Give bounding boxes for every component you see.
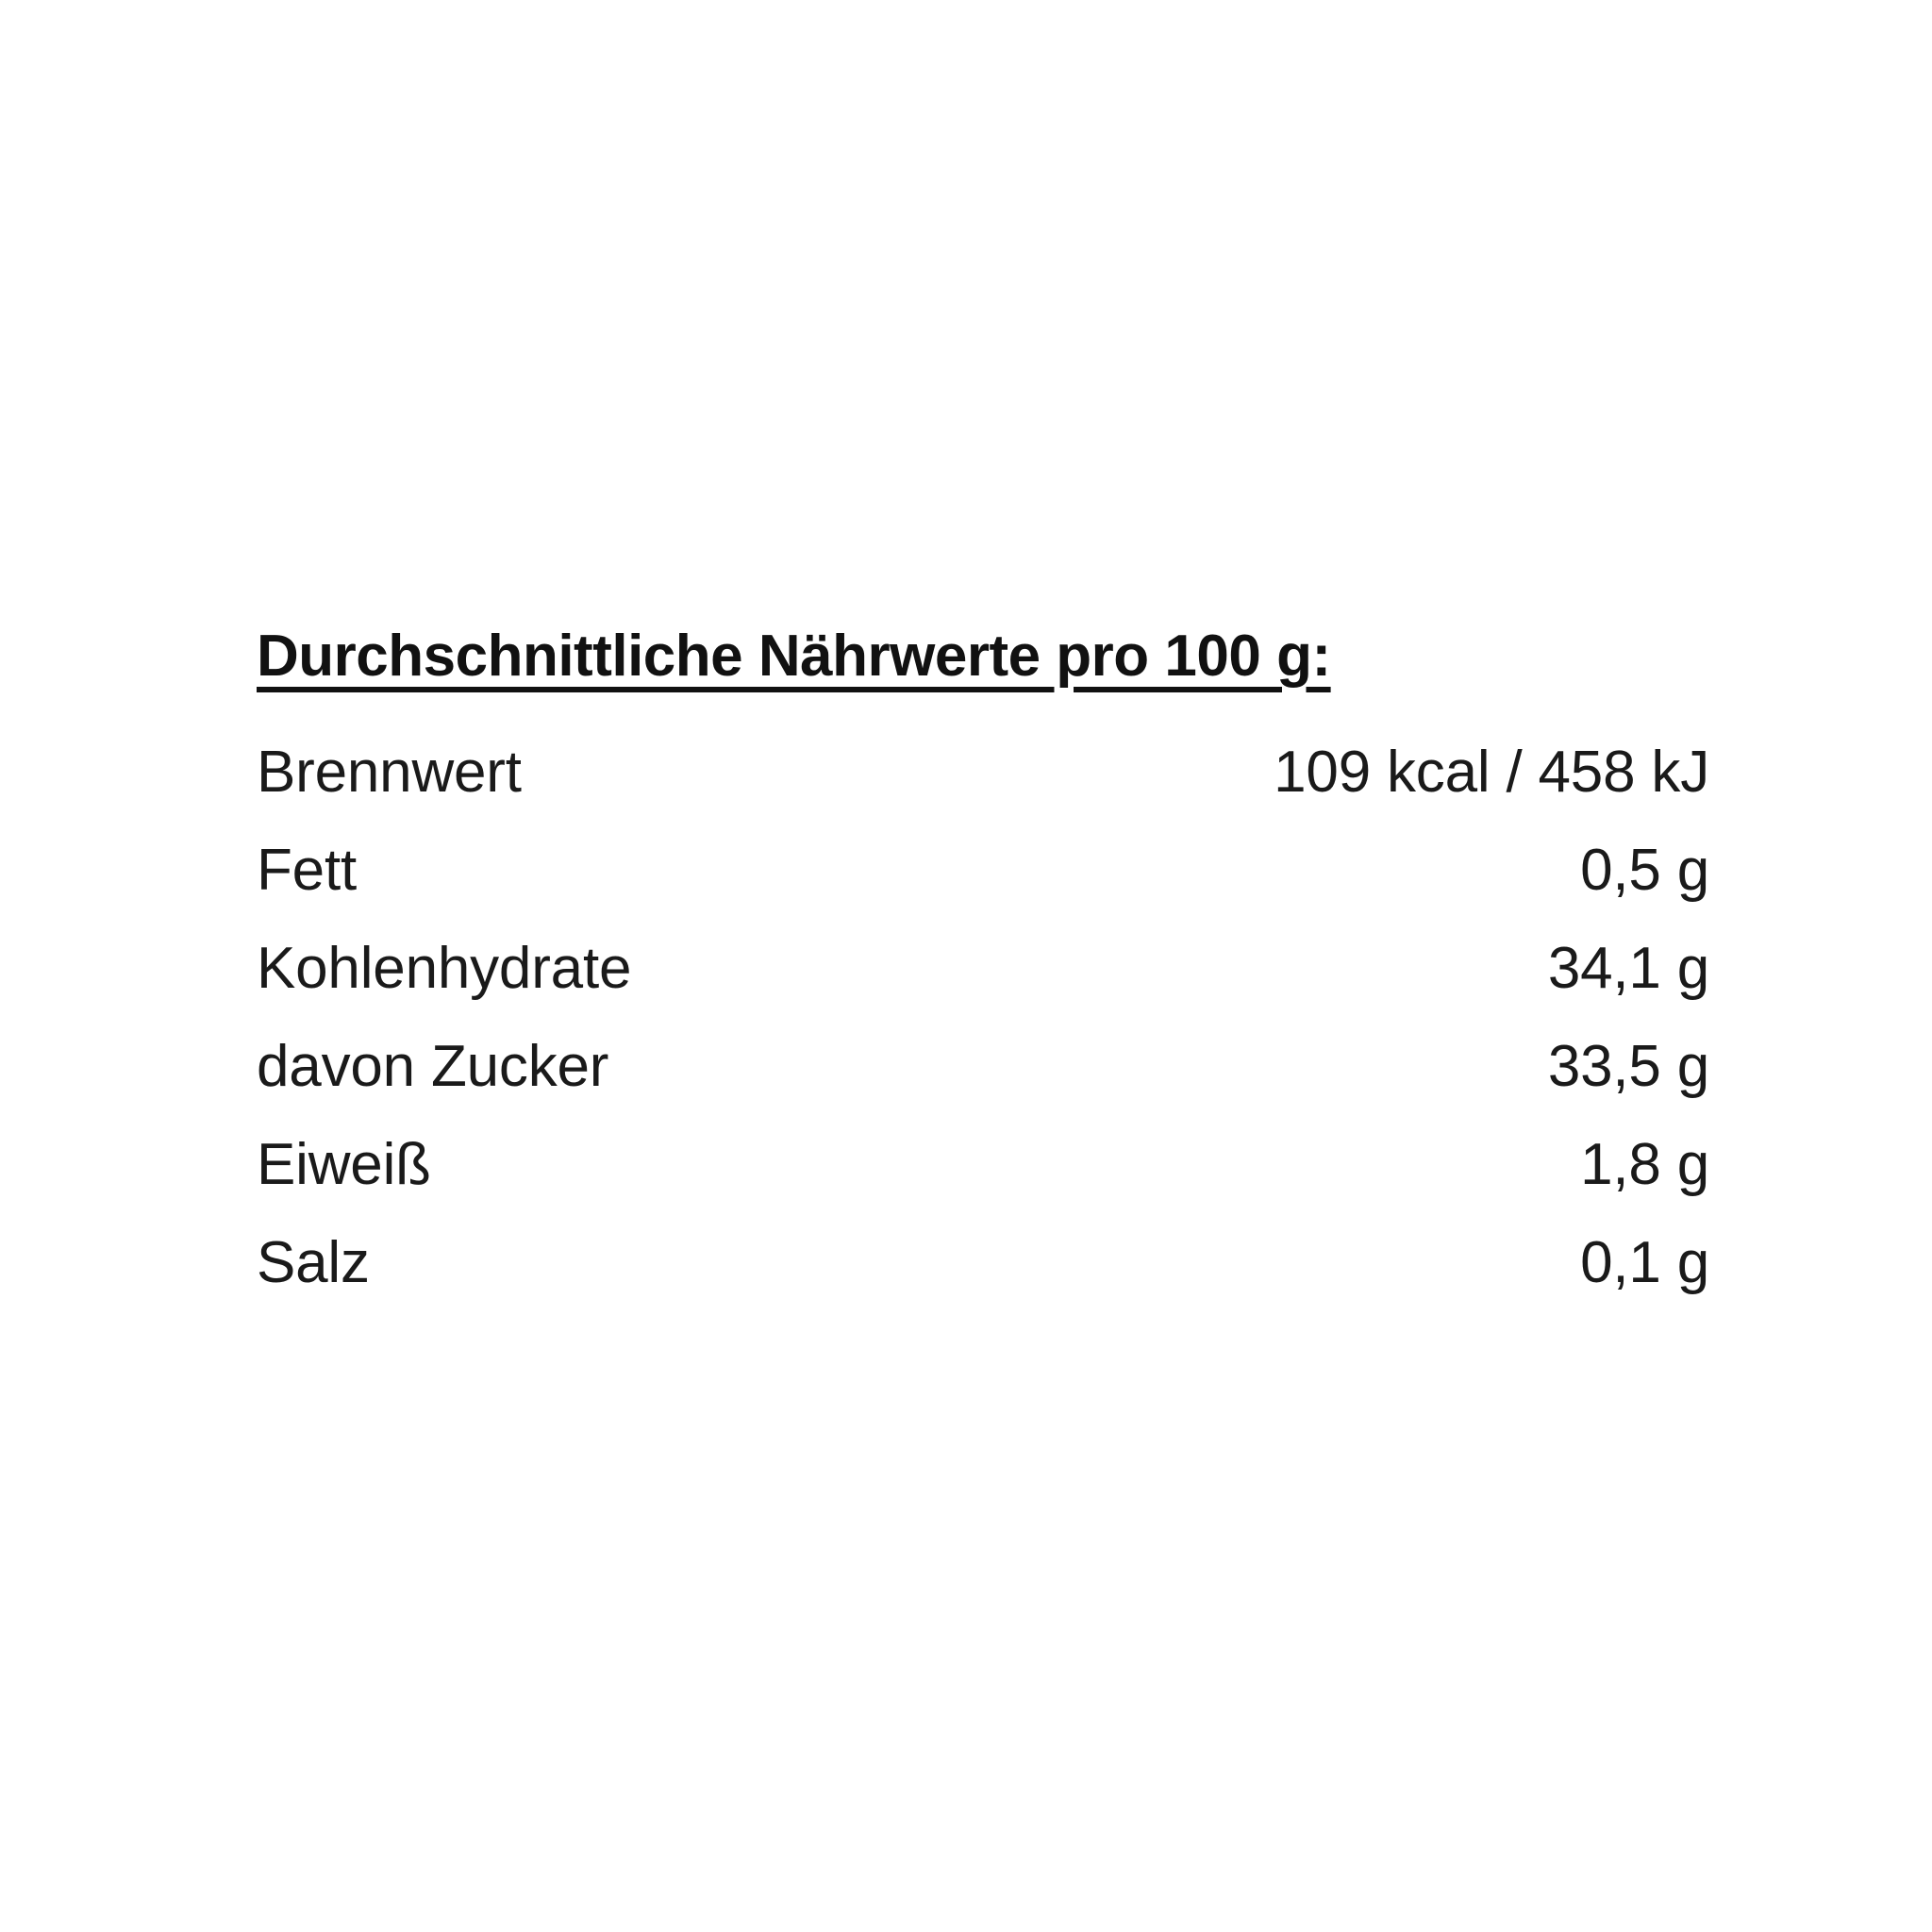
nutrient-value: 34,1 g xyxy=(1547,936,1709,1002)
nutrient-value: 0,5 g xyxy=(1580,838,1709,904)
nutrient-label: Kohlenhydrate xyxy=(257,936,632,1002)
nutrient-label: Eiweiß xyxy=(257,1132,431,1198)
nutrient-value: 1,8 g xyxy=(1580,1132,1709,1198)
nutrient-label: Salz xyxy=(257,1230,370,1296)
nutrient-label: Brennwert xyxy=(257,740,522,806)
nutrient-label: davon Zucker xyxy=(257,1034,609,1100)
table-row xyxy=(257,1214,1709,1312)
table-row xyxy=(257,1018,1709,1116)
table-row xyxy=(257,920,1709,1018)
table-row xyxy=(257,724,1709,822)
nutrition-table xyxy=(257,724,1709,1312)
nutrient-value: 33,5 g xyxy=(1547,1034,1709,1100)
nutrient-value: 109 kcal / 458 kJ xyxy=(1274,740,1709,806)
nutrient-label: Fett xyxy=(257,838,358,904)
nutrient-value: 0,1 g xyxy=(1580,1230,1709,1296)
nutrition-facts-panel xyxy=(257,623,1709,1312)
table-row xyxy=(257,822,1709,920)
table-row xyxy=(257,1116,1709,1214)
panel-title: Durchschnittliche Nährwerte pro 100 g: xyxy=(257,624,1331,689)
